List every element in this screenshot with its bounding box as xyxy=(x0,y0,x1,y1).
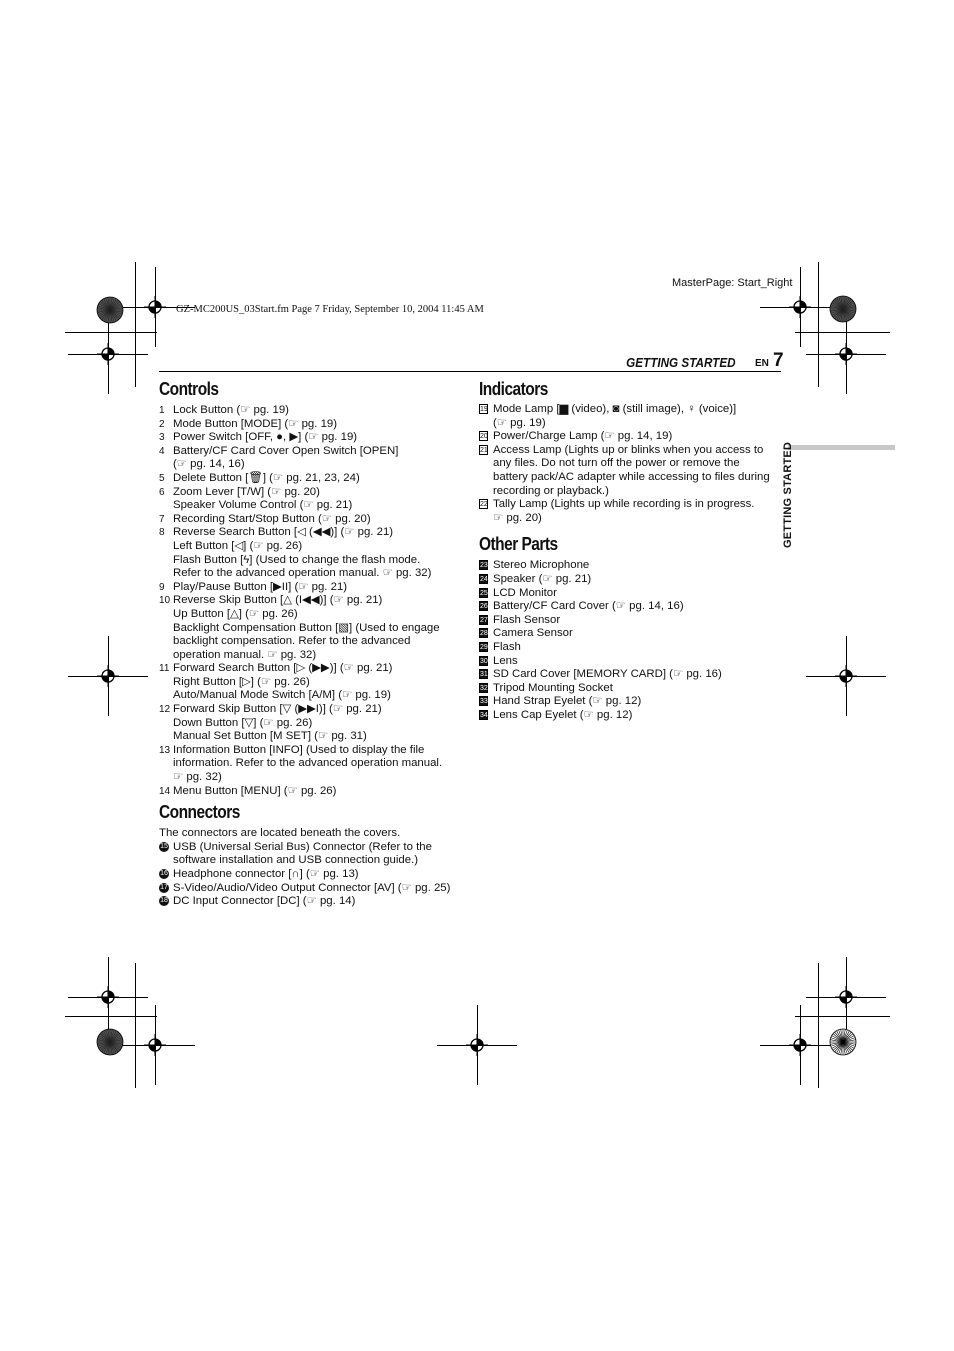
item-number: 25 xyxy=(480,589,488,597)
item-number: 31 xyxy=(480,671,488,679)
crop-line xyxy=(818,262,819,387)
side-tab-bar xyxy=(788,445,895,450)
item-text-line: software installation and USB connection guide.) xyxy=(173,854,419,867)
item-text-line: Flash Button [ϟ] (Used to change the flash mode. xyxy=(173,553,421,566)
item-text-line: Backlight Compensation Button [▧] (Used to engage xyxy=(173,621,440,634)
connectors-item xyxy=(159,882,469,896)
item-number: 28 xyxy=(480,630,488,638)
other-parts-list xyxy=(479,559,789,722)
item-text-line: Up Button [△] (☞ pg. 26) xyxy=(173,607,298,620)
item-text-line: Left Button [◁] (☞ pg. 26) xyxy=(173,539,303,552)
controls-item xyxy=(159,594,469,662)
item-text-line: Recording Start/Stop Button (☞ pg. 20) xyxy=(173,512,371,525)
item-number: 30 xyxy=(480,657,488,665)
item-text-line: Delete Button [🗑] (☞ pg. 21, 23, 24) xyxy=(173,471,360,484)
item-text-line: Power Switch [OFF, ●, ▶] (☞ pg. 19) xyxy=(173,431,358,444)
item-number: 17 xyxy=(160,883,168,891)
connectors-list xyxy=(159,841,469,909)
crop-line xyxy=(155,267,156,347)
item-text-line: S-Video/Audio/Video Output Connector [AV] (☞ pg. 25) xyxy=(173,881,451,894)
item-text-line: Lens xyxy=(493,654,518,667)
item-text-line: Lock Button (☞ pg. 19) xyxy=(173,404,289,416)
item-text-line: Reverse Search Button [◁ (◀◀)] (☞ pg. 21) xyxy=(173,526,394,539)
item-number: 22 xyxy=(480,501,488,509)
left-column xyxy=(159,378,469,909)
item-number: 5 xyxy=(159,472,165,484)
item-text-line: Forward Skip Button [▽ (▶▶I)] (☞ pg. 21) xyxy=(173,703,382,716)
other-parts-item xyxy=(479,573,789,587)
connectors-item xyxy=(159,841,469,868)
color-registration-icon xyxy=(829,1028,857,1056)
item-text-line: Power/Charge Lamp (☞ pg. 14, 19) xyxy=(493,430,673,443)
item-text-line: Tally Lamp (Lights up while recording is in progress. xyxy=(493,498,755,511)
item-text-line: Manual Set Button [M SET] (☞ pg. 31) xyxy=(173,730,367,743)
crop-line xyxy=(155,1005,156,1085)
crop-line xyxy=(108,957,109,1037)
section-title xyxy=(560,354,736,372)
item-text-line: Reverse Skip Button [△ (I◀◀)] (☞ pg. 21) xyxy=(173,594,383,607)
controls-item xyxy=(159,472,469,486)
item-number: 6 xyxy=(159,486,165,498)
item-number: 23 xyxy=(480,562,488,570)
item-text-line: DC Input Connector [DC] (☞ pg. 14) xyxy=(173,895,356,908)
item-text-line: (☞ pg. 19) xyxy=(493,416,546,429)
crop-line xyxy=(846,957,847,1037)
item-number: 13 xyxy=(159,744,171,756)
indicators-heading: Indicators xyxy=(479,379,548,399)
item-number: 4 xyxy=(159,445,165,457)
item-text-line: USB (Universal Serial Bus) Connector (Refer to the xyxy=(173,840,432,853)
item-number: 15 xyxy=(160,842,168,850)
other-parts-item xyxy=(479,668,789,682)
item-number: 27 xyxy=(480,616,488,624)
color-registration-icon xyxy=(96,296,124,324)
item-text-line: Camera Sensor xyxy=(493,627,573,640)
other-parts-item xyxy=(479,655,789,669)
other-parts-item xyxy=(479,627,789,641)
item-number: 9 xyxy=(159,581,165,593)
controls-item xyxy=(159,662,469,703)
page-number: 7 xyxy=(773,350,784,371)
crop-line xyxy=(846,314,847,394)
indicators-item xyxy=(479,444,789,498)
item-text-line: Lens Cap Eyelet (☞ pg. 12) xyxy=(493,708,633,721)
item-number: 26 xyxy=(480,603,488,611)
crop-line xyxy=(800,267,801,347)
crop-line xyxy=(477,1005,478,1085)
controls-heading: Controls xyxy=(159,379,219,399)
crop-line xyxy=(65,332,157,333)
indicators-list xyxy=(479,403,789,525)
item-number: 16 xyxy=(160,870,168,877)
section-title-text: GETTING STARTED xyxy=(626,355,736,370)
controls-item xyxy=(159,418,469,432)
item-number: 32 xyxy=(480,684,488,692)
crop-line xyxy=(846,636,847,716)
item-number: 20 xyxy=(480,433,488,441)
item-text-line: Mode Button [MODE] (☞ pg. 19) xyxy=(173,417,338,430)
crop-line xyxy=(795,332,890,333)
item-number: 10 xyxy=(159,595,171,607)
other-parts-heading: Other Parts xyxy=(479,534,558,555)
item-text-line: backlight compensation. Refer to the advanced xyxy=(173,635,411,648)
item-text-line: Play/Pause Button [▶II] (☞ pg. 21) xyxy=(173,580,348,593)
crop-line xyxy=(795,1016,890,1017)
item-number: 24 xyxy=(480,575,488,583)
item-text-line: LCD Monitor xyxy=(493,586,557,599)
item-text-line: battery pack/AC adapter while accessing to files during xyxy=(493,470,770,483)
controls-list xyxy=(159,404,469,798)
other-parts-item xyxy=(479,559,789,573)
other-parts-item xyxy=(479,587,789,601)
item-text-line: any files. Do not turn off the power or remove the xyxy=(493,457,740,470)
item-text-line: Mode Lamp [▆ (video), ◙ (still image), ♀ (voice)] xyxy=(493,403,737,415)
item-text-line: Headphone connector [∩] (☞ pg. 13) xyxy=(173,868,359,880)
item-text-line: Speaker (☞ pg. 21) xyxy=(493,572,592,585)
item-number: 8 xyxy=(159,527,165,539)
controls-item xyxy=(159,431,469,445)
item-number: 1 xyxy=(159,405,165,416)
item-number: 12 xyxy=(159,704,171,716)
item-text-line: Battery/CF Card Cover (☞ pg. 14, 16) xyxy=(493,600,684,613)
item-text-line: (☞ pg. 14, 16) xyxy=(173,458,245,471)
item-text-line: Flash Sensor xyxy=(493,613,561,626)
color-registration-icon xyxy=(829,295,857,323)
item-number: 33 xyxy=(480,698,488,706)
item-text-line: operation manual. ☞ pg. 32) xyxy=(173,648,317,661)
item-text-line: Refer to the advanced operation manual. ☞ pg. 32) xyxy=(173,567,432,580)
item-text-line: information. Refer to the advanced operation manual. xyxy=(173,757,443,770)
controls-item xyxy=(159,785,469,799)
controls-item xyxy=(159,513,469,527)
item-number: 34 xyxy=(480,711,488,719)
controls-item xyxy=(159,526,469,580)
item-text-line: Right Button [▷] (☞ pg. 26) xyxy=(173,675,310,688)
item-number: 18 xyxy=(160,897,168,905)
connectors-intro: The connectors are located beneath the covers. xyxy=(159,827,401,840)
other-parts-item xyxy=(479,641,789,655)
header-rule xyxy=(159,371,781,372)
item-text-line: Down Button [▽] (☞ pg. 26) xyxy=(173,716,313,729)
connectors-heading: Connectors xyxy=(159,802,240,823)
item-text-line: Tripod Mounting Socket xyxy=(493,681,613,694)
item-number: 2 xyxy=(159,418,165,430)
item-number: 21 xyxy=(480,446,488,454)
indicators-item xyxy=(479,498,789,525)
other-parts-item xyxy=(479,695,789,709)
item-text-line: Flash xyxy=(493,640,521,653)
crop-line xyxy=(108,314,109,394)
controls-item xyxy=(159,486,469,513)
item-text-line: Hand Strap Eyelet (☞ pg. 12) xyxy=(493,695,642,708)
color-registration-icon xyxy=(96,1028,124,1056)
item-number: 19 xyxy=(480,406,488,413)
other-parts-item xyxy=(479,709,789,723)
masterpage-label: MasterPage: Start_Right xyxy=(672,277,793,289)
other-parts-item xyxy=(479,614,789,628)
controls-item xyxy=(159,581,469,595)
indicators-item xyxy=(479,403,789,430)
crop-line xyxy=(800,1005,801,1085)
side-tab-label: GETTING STARTED xyxy=(782,441,794,548)
controls-item xyxy=(159,445,469,472)
item-text-line: Battery/CF Card Cover Open Switch [OPEN] xyxy=(173,444,399,457)
other-parts-item xyxy=(479,600,789,614)
item-text-line: ☞ pg. 32) xyxy=(173,771,222,784)
item-text-line: Zoom Lever [T/W] (☞ pg. 20) xyxy=(173,485,320,498)
crop-line xyxy=(108,636,109,716)
item-text-line: Access Lamp (Lights up or blinks when you access to xyxy=(493,443,764,456)
connectors-item xyxy=(159,868,469,882)
item-number: 14 xyxy=(159,785,171,797)
item-text-line: Stereo Microphone xyxy=(493,559,590,572)
item-text-line: Speaker Volume Control (☞ pg. 21) xyxy=(173,499,353,512)
controls-item xyxy=(159,703,469,744)
other-parts-item xyxy=(479,682,789,696)
item-text-line: ☞ pg. 20) xyxy=(493,511,542,524)
item-number: 29 xyxy=(480,643,488,651)
crop-line xyxy=(65,1016,157,1017)
item-number: 11 xyxy=(159,663,170,675)
item-text-line: Information Button [INFO] (Used to display the file xyxy=(173,743,425,756)
item-text-line: Auto/Manual Mode Switch [A/M] (☞ pg. 19) xyxy=(173,689,391,702)
crop-line xyxy=(818,963,819,1088)
right-column xyxy=(479,378,789,722)
connectors-item xyxy=(159,895,469,909)
item-text-line: Forward Search Button [▷ (▶▶)] (☞ pg. 21) xyxy=(173,662,393,675)
indicators-item xyxy=(479,430,789,444)
file-info-line: GZ-MC200US_03Start.fm Page 7 Friday, September 10, 2004 11:45 AM xyxy=(176,304,484,315)
crop-line xyxy=(135,963,136,1088)
controls-item xyxy=(159,744,469,785)
item-text-line: recording or playback.) xyxy=(493,484,609,497)
item-number: 3 xyxy=(159,432,165,444)
item-text-line: SD Card Cover [MEMORY CARD] (☞ pg. 16) xyxy=(493,668,722,681)
item-number: 7 xyxy=(159,513,165,525)
controls-item xyxy=(159,404,469,418)
language-code: EN xyxy=(755,358,769,369)
crop-line xyxy=(135,262,136,387)
item-text-line: Menu Button [MENU] (☞ pg. 26) xyxy=(173,784,337,797)
